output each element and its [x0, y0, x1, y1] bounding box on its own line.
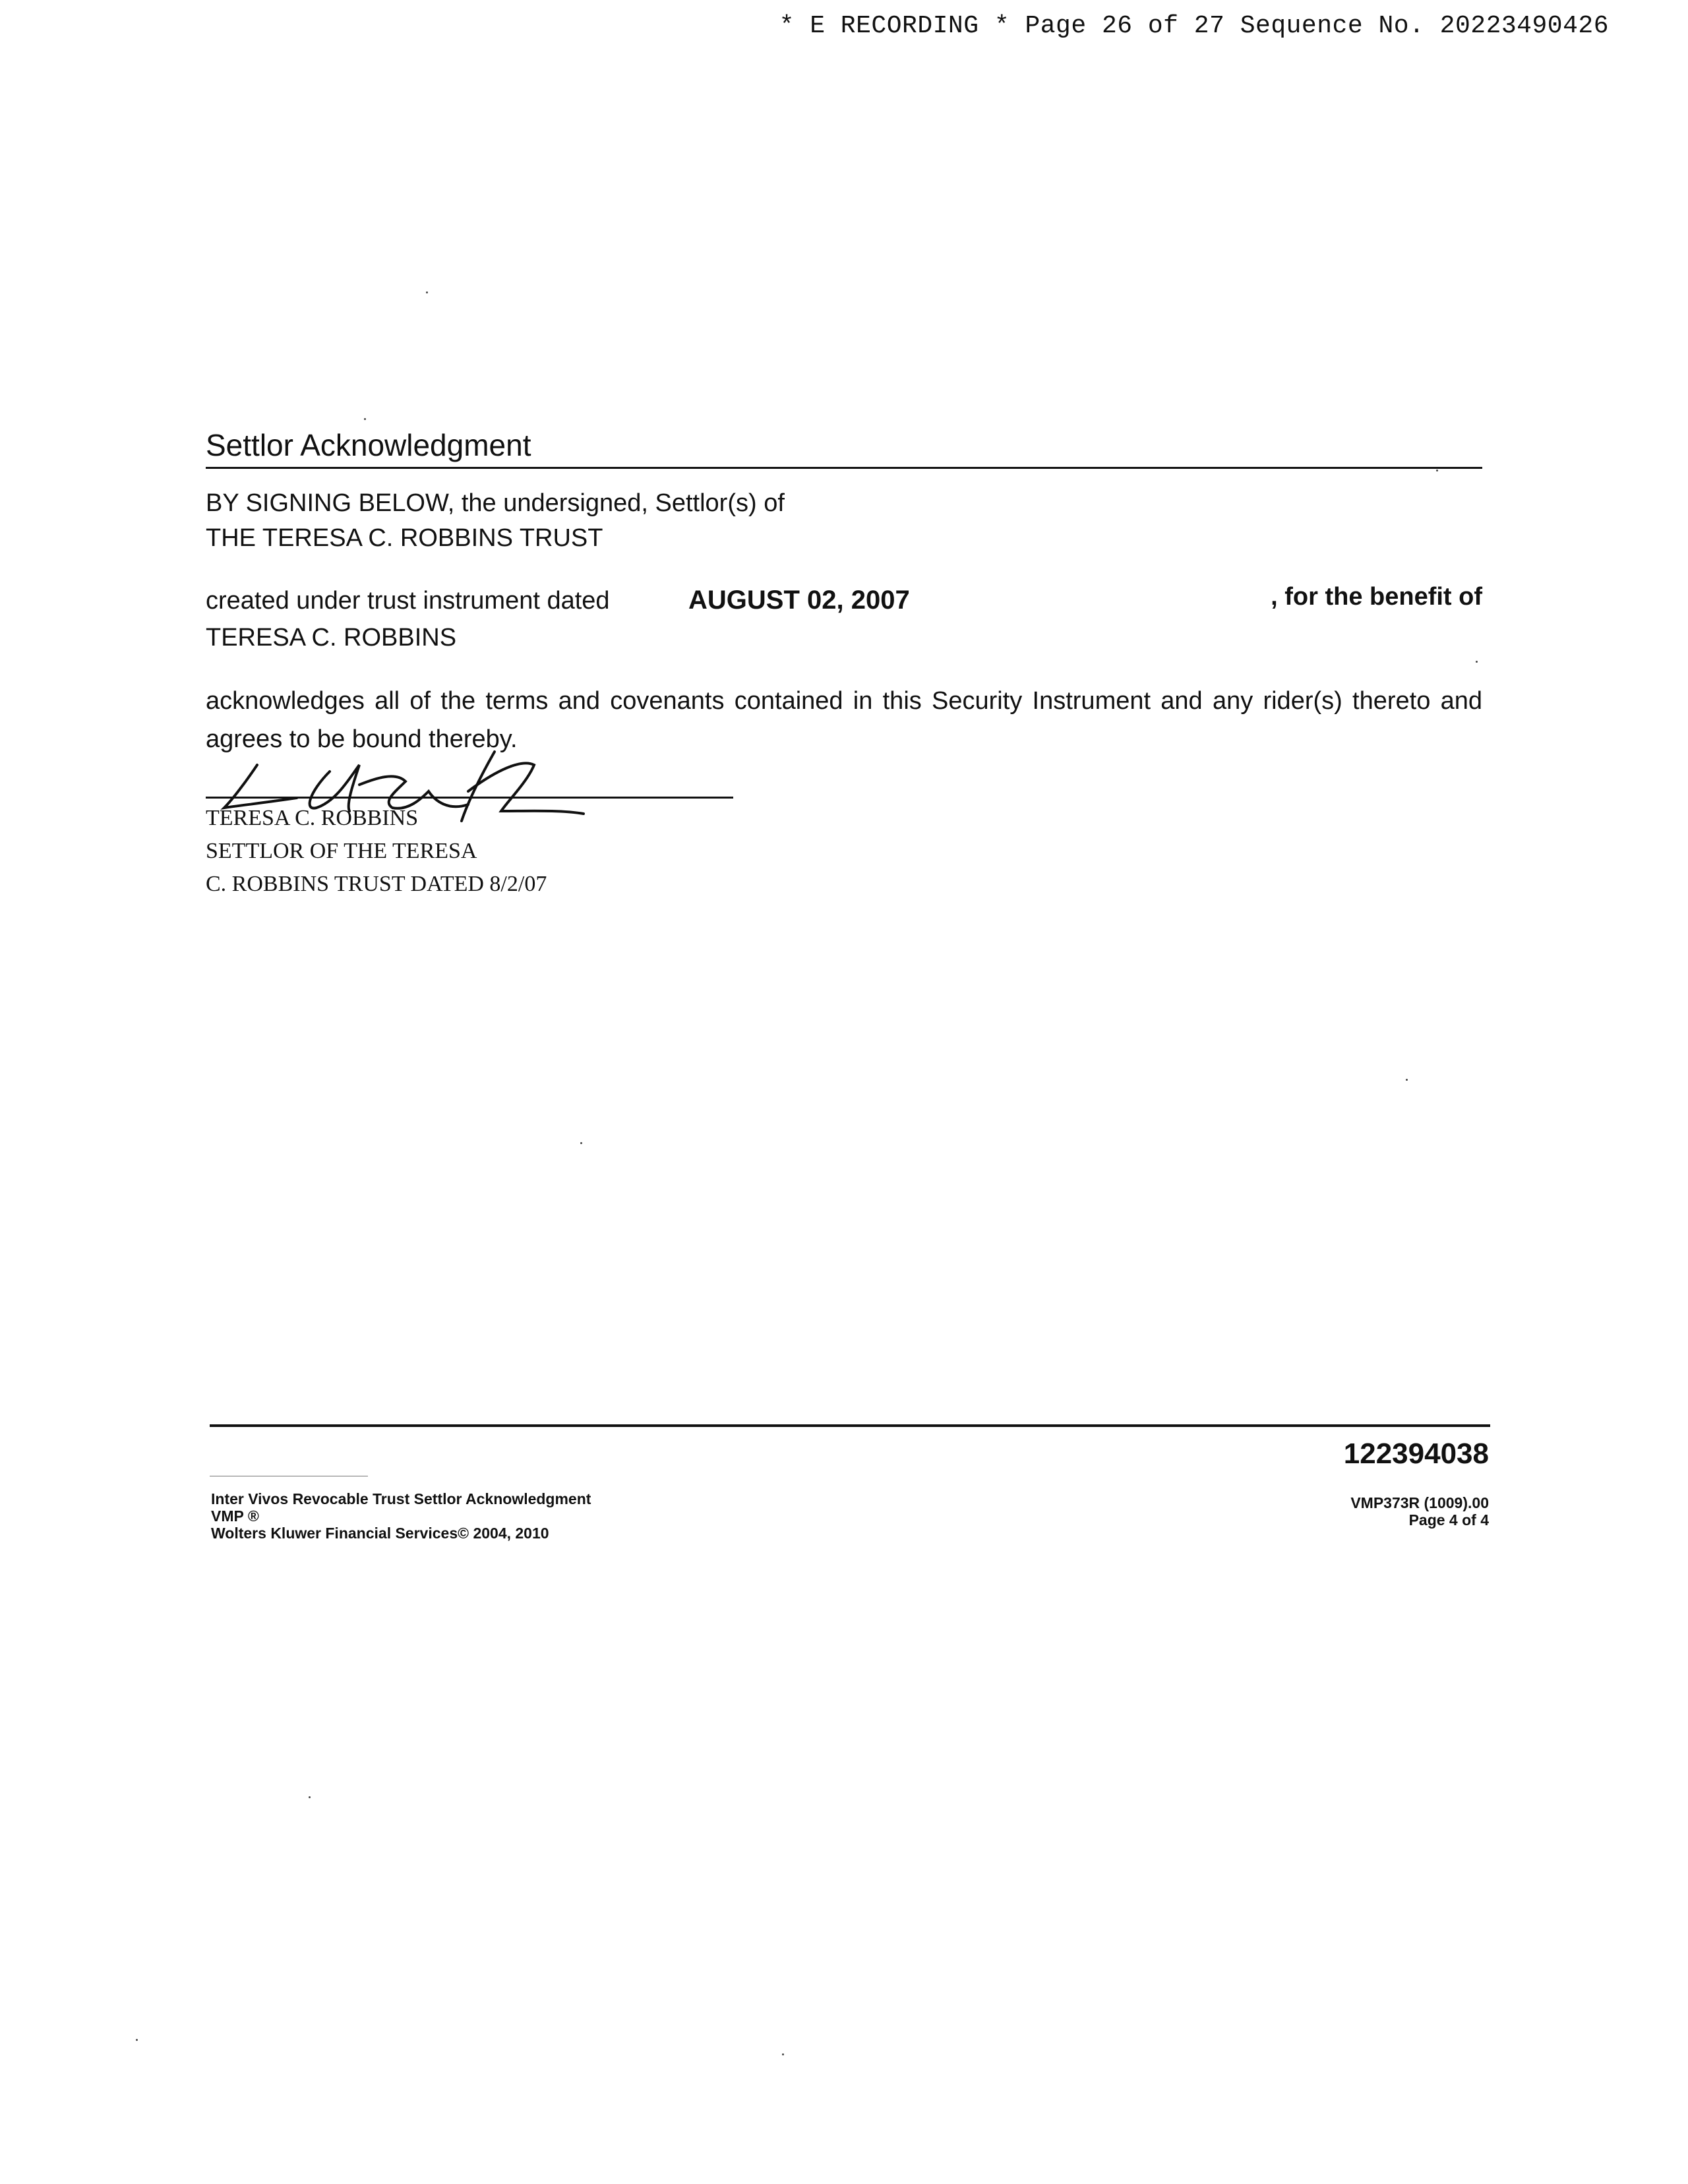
- page-indicator: Page 4 of 4: [1408, 1511, 1489, 1529]
- title-divider: [206, 467, 1482, 469]
- signature-line: [206, 797, 733, 799]
- trust-name: THE TERESA C. ROBBINS TRUST: [206, 524, 603, 552]
- scan-speck: [1476, 661, 1478, 663]
- recording-header: * E RECORDING * Page 26 of 27 Sequence No. 20223490426: [779, 12, 1609, 40]
- acknowledgment-paragraph: acknowledges all of the terms and covenants contained in this Security Instrument and any rider(s) thereto and agrees to be bound thereby.: [206, 687, 1482, 753]
- form-info: [211, 1490, 591, 1542]
- scan-speck: [426, 291, 428, 293]
- scan-speck: [1406, 1079, 1408, 1081]
- form-code: VMP373R (1009).00: [1350, 1494, 1489, 1511]
- beneficiary-name: TERESA C. ROBBINS: [206, 624, 457, 652]
- signer-title-line1: SETTLOR OF THE TERESA: [206, 839, 477, 863]
- form-code-block: [1350, 1494, 1489, 1529]
- footer-divider: [210, 1424, 1490, 1427]
- signer-name: TERESA C. ROBBINS: [206, 806, 419, 830]
- benefit-suffix: , for the benefit of: [1271, 583, 1482, 611]
- scan-speck: [364, 418, 366, 420]
- loan-number: 122394038: [1343, 1438, 1489, 1470]
- scan-speck: [136, 2039, 138, 2041]
- signing-intro: BY SIGNING BELOW, the undersigned, Settlor(s) of: [206, 489, 785, 517]
- document-title: Settlor Acknowledgment: [206, 428, 531, 462]
- scan-speck: [1436, 470, 1438, 471]
- vmp-mark: VMP ®: [211, 1507, 259, 1525]
- scan-speck: [309, 1796, 311, 1798]
- scan-speck: [782, 2053, 784, 2055]
- signer-title-line2: C. ROBBINS TRUST DATED 8/2/07: [206, 872, 547, 896]
- form-name: Inter Vivos Revocable Trust Settlor Acknowledgment: [211, 1490, 591, 1507]
- created-prefix: created under trust instrument dated: [206, 587, 610, 615]
- trust-date: AUGUST 02, 2007: [688, 586, 910, 615]
- publisher: Wolters Kluwer Financial Services© 2004, 2010: [211, 1525, 549, 1542]
- scan-speck: [580, 1142, 582, 1144]
